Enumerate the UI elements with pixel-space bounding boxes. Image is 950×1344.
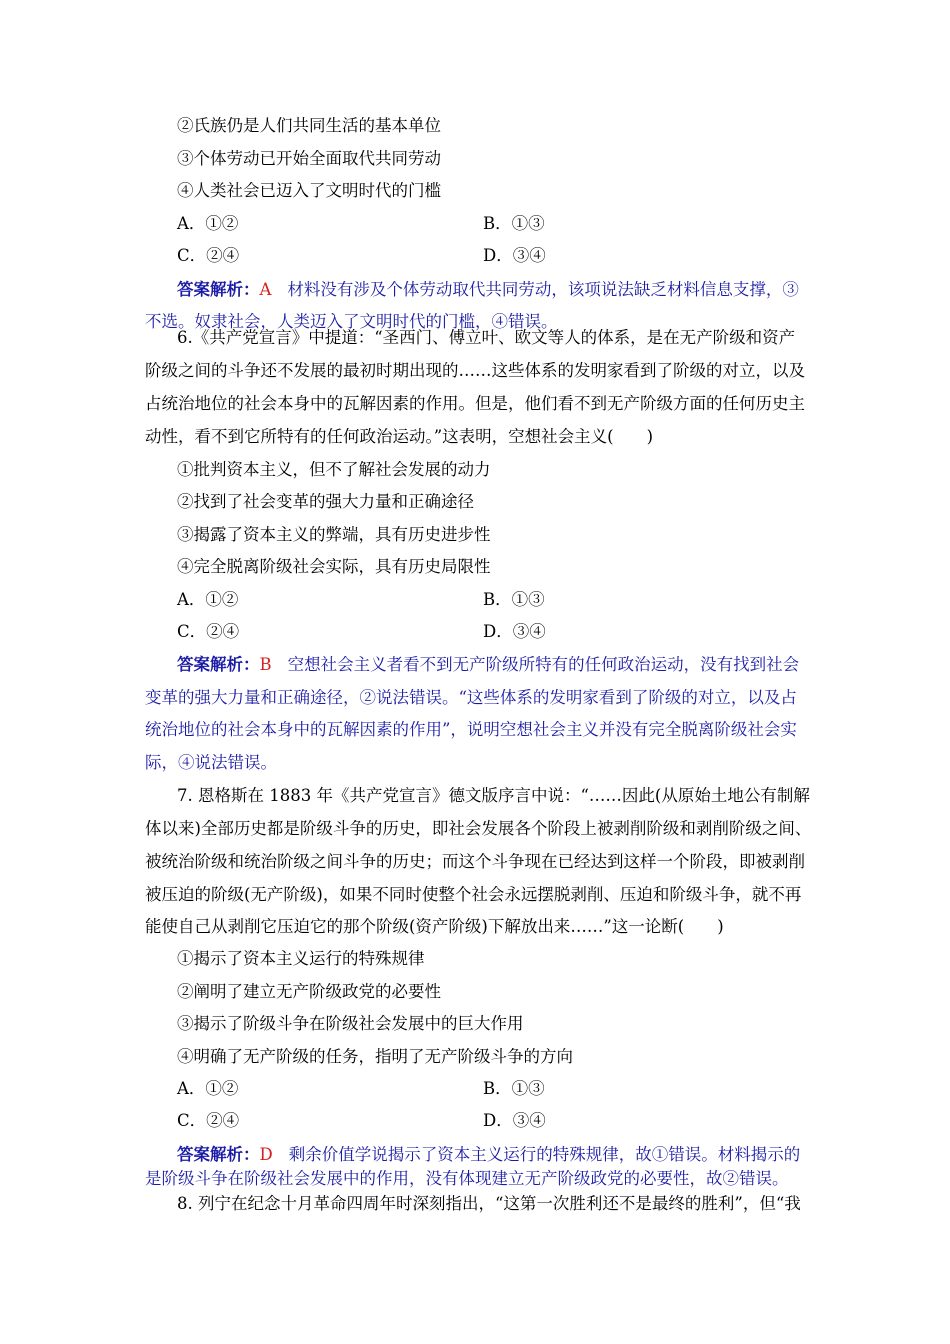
q5-answer-text-1: 材料没有涉及个体劳动取代共同劳动，该项说法缺乏材料信息支撑，③ — [287, 280, 799, 299]
q6-answer-line-3: 统治地位的社会本身中的瓦解因素的作用”，说明空想社会主义并没有完全脱离阶级社会实 — [145, 720, 797, 739]
q7-statement-3: ③揭示了阶级斗争在阶级社会发展中的巨大作用 — [177, 1014, 524, 1033]
q6-statement-4: ④完全脱离阶级社会实际，具有历史局限性 — [177, 557, 491, 576]
q7-option-d: D．③④ — [483, 1111, 546, 1130]
q7-option-c: C．②④ — [177, 1111, 240, 1130]
q5-answer-line-1 — [177, 279, 810, 301]
q5-option-d: D．③④ — [483, 246, 546, 265]
q7-statement-4: ④明确了无产阶级的任务，指明了无产阶级斗争的方向 — [177, 1047, 573, 1066]
q5-statement-3: ③个体劳动已开始全面取代共同劳动 — [177, 149, 441, 168]
q6-statement-1: ①批判资本主义，但不了解社会发展的动力 — [177, 460, 491, 479]
q7-option-b: B．①③ — [483, 1079, 545, 1098]
q6-answer-line-4: 际，④说法错误。 — [145, 753, 277, 772]
q6-answer-line-2: 变革的强大力量和正确途径，②说法错误。“这些体系的发明家看到了阶级的对立，以及占 — [145, 688, 797, 707]
q6-option-b: B．①③ — [483, 590, 545, 609]
q7-stem-line-3: 被统治阶级和统治阶级之间斗争的历史；而这个斗争现在已经达到这样一个阶段，即被剥削 — [145, 852, 805, 871]
q6-stem-line-3: 占统治地位的社会本身中的瓦解因素的作用。但是，他们看不到无产阶级方面的任何历史主 — [145, 394, 805, 413]
q6-answer-label: 答案解析： — [177, 655, 260, 674]
q6-option-c: C．②④ — [177, 622, 240, 641]
q6-statement-3: ③揭露了资本主义的弊端，具有历史进步性 — [177, 525, 491, 544]
q7-stem-line-4: 被压迫的阶级(无产阶级)，如果不同时使整个社会永远摆脱剥削、压迫和阶级斗争，就不再 — [145, 885, 802, 904]
q6-stem-line-4: 动性，看不到它所特有的任何政治运动。”这表明，空想社会主义( ) — [145, 427, 654, 446]
q7-statement-1: ①揭示了资本主义运行的特殊规律 — [177, 949, 425, 968]
q6-option-d: D．③④ — [483, 622, 546, 641]
q5-answer-label: 答案解析： — [177, 280, 260, 299]
q7-answer-label: 答案解析： — [177, 1145, 260, 1164]
q7-option-a: A．①② — [177, 1079, 239, 1098]
q5-answer-letter: A — [259, 280, 272, 299]
q7-stem-line-2: 体以来)全部历史都是阶级斗争的历史，即社会发展各个阶段上被剥削阶级和剥削阶级之间、 — [145, 819, 812, 838]
q5-option-c: C．②④ — [177, 246, 240, 265]
q8-stem-line-1: 8. 列宁在纪念十月革命四周年时深刻指出，“这第一次胜利还不是最终的胜利”，但“我 — [177, 1194, 801, 1213]
q5-statement-4: ④人类社会已迈入了文明时代的门槛 — [177, 181, 441, 200]
q5-statement-2: ②氏族仍是人们共同生活的基本单位 — [177, 116, 441, 135]
q7-answer-text-1: 剩余价值学说揭示了资本主义运行的特殊规律，故①错误。材料揭示的 — [288, 1145, 801, 1164]
q7-statement-2: ②阐明了建立无产阶级政党的必要性 — [177, 982, 441, 1001]
q6-statement-2: ②找到了社会变革的强大力量和正确途径 — [177, 492, 474, 511]
q7-answer-line-1 — [177, 1144, 810, 1166]
q6-answer-text-1: 空想社会主义者看不到无产阶级所特有的任何政治运动，没有找到社会 — [287, 655, 800, 674]
q5-option-a: A．①② — [177, 214, 239, 233]
q6-stem-line-1: 6.《共产党宣言》中提道：“圣西门、傅立叶、欧文等人的体系，是在无产阶级和资产 — [177, 328, 796, 347]
q6-stem-line-2: 阶级之间的斗争还不发展的最初时期出现的……这些体系的发明家看到了阶级的对立，以及 — [145, 361, 805, 380]
q7-stem-line-5: 能使自己从剥削它压迫它的那个阶级(资产阶级)下解放出来……”这一论断( ) — [145, 917, 724, 936]
q5-answer-line-2: 不选。奴隶社会，人类迈入了文明时代的门槛，④错误。 — [145, 312, 558, 331]
q6-answer-letter: B — [259, 655, 272, 674]
q7-stem-line-1: 7. 恩格斯在 1883 年《共产党宣言》德文版序言中说：“……因此(从原始土地公有制解 — [177, 786, 810, 805]
q7-answer-line-2: 是阶级斗争在阶级社会发展中的作用，没有体现建立无产阶级政党的必要性，故②错误。 — [145, 1169, 789, 1188]
q5-option-b: B．①③ — [483, 214, 545, 233]
q7-answer-letter: D — [259, 1145, 273, 1164]
q6-answer-line-1 — [177, 654, 810, 676]
q6-option-a: A．①② — [177, 590, 239, 609]
